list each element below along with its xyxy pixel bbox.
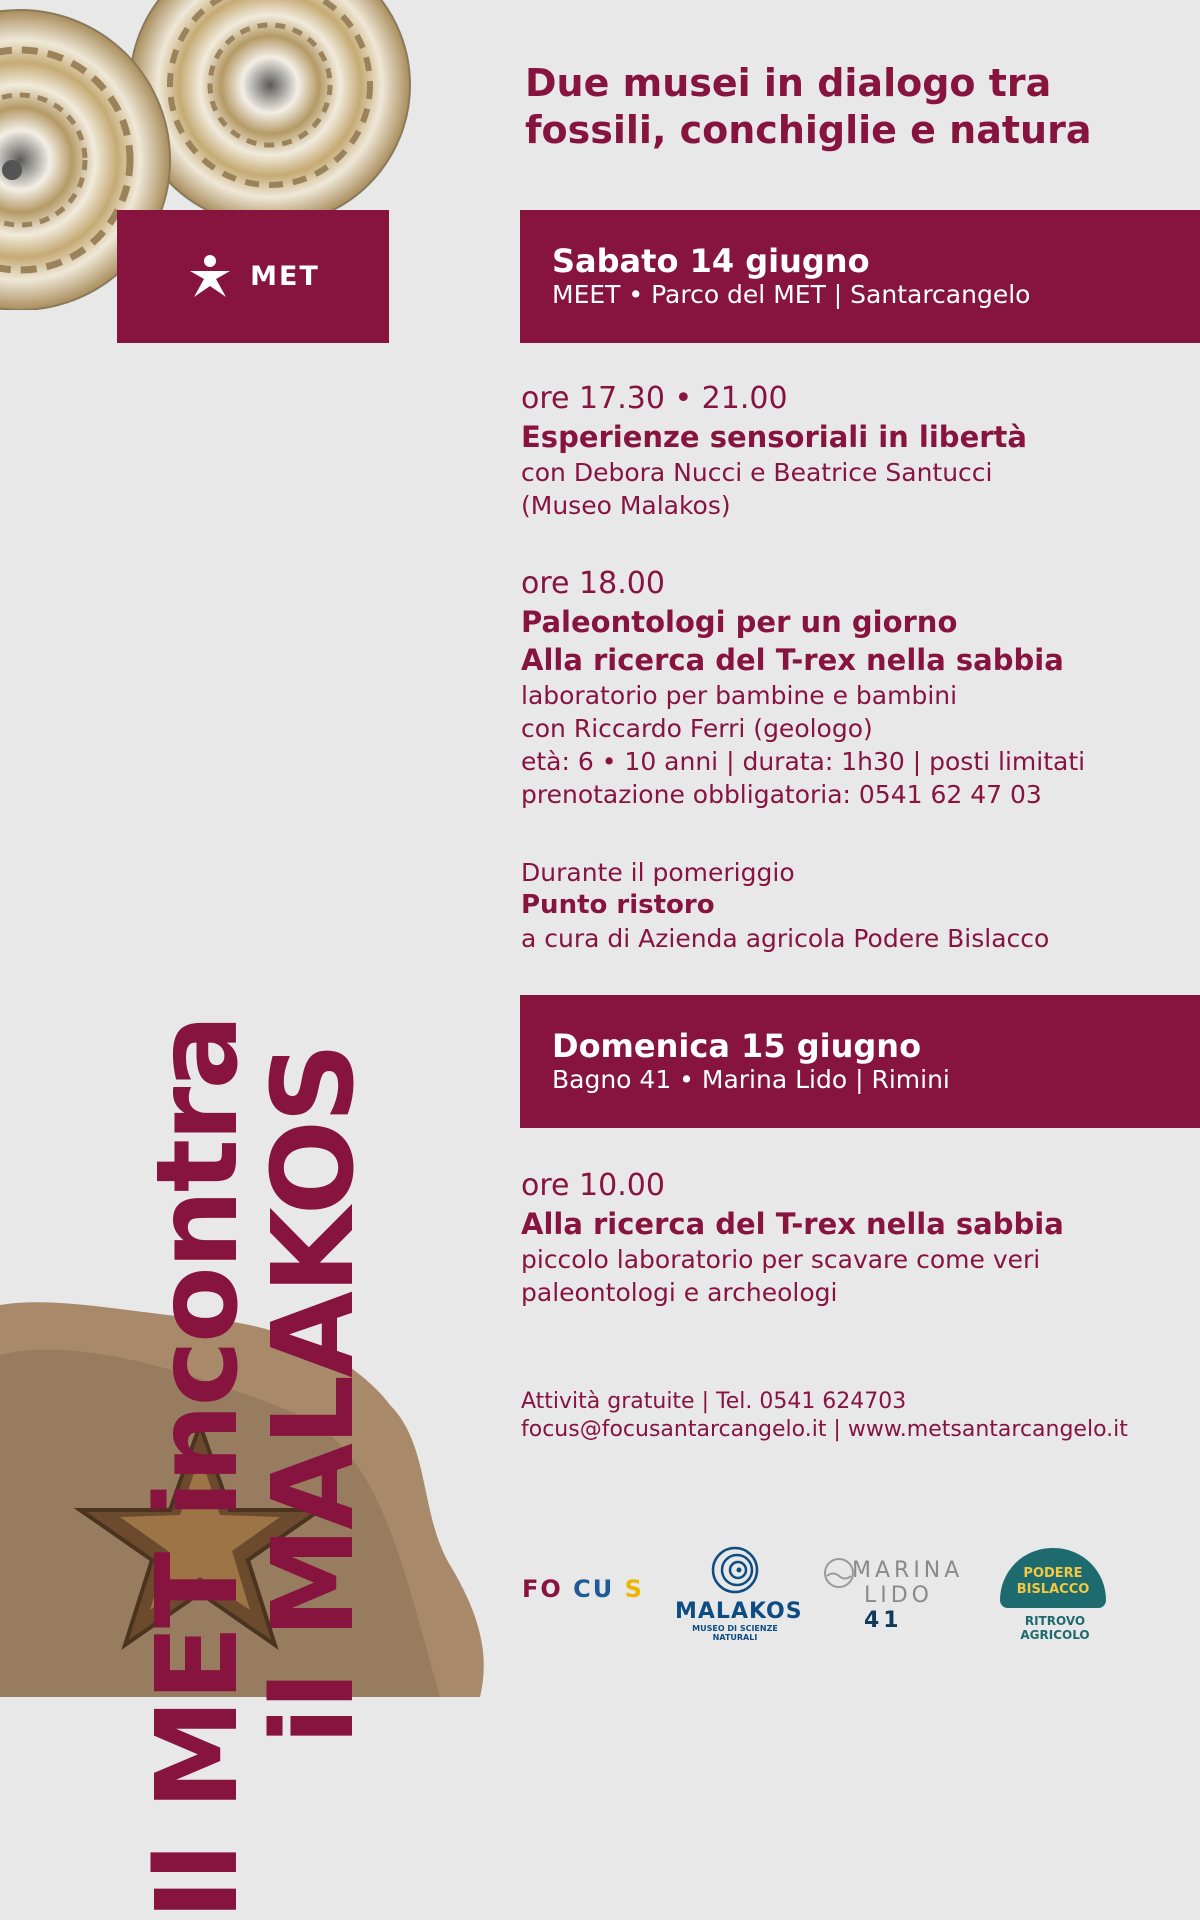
event-trex: [521, 1167, 1181, 1309]
met-logo: [117, 210, 389, 343]
podere-line2: BISLACCO: [1016, 1582, 1090, 1597]
sunday-band: [520, 995, 1200, 1128]
saturday-place: MEET • Parco del MET | Santarcangelo: [552, 280, 1031, 309]
focus-logo-part: FO: [522, 1575, 563, 1603]
event-subtitle: Alla ricerca del T-rex nella sabbia: [521, 643, 1064, 677]
event-time: ore 17.30 • 21.00: [521, 381, 788, 416]
event-detail: laboratorio per bambine e bambini: [521, 681, 958, 710]
headline: [525, 60, 1165, 154]
met-star-icon: [186, 253, 234, 301]
sun-icon: [822, 1556, 856, 1590]
focus-logo-part: CU: [573, 1575, 615, 1603]
event-title: Alla ricerca del T-rex nella sabbia: [521, 1207, 1064, 1241]
contact-phone: Attività gratuite | Tel. 0541 624703: [521, 1389, 907, 1414]
spiral-icon: [709, 1545, 761, 1595]
marina-lido: LIDO: [864, 1583, 934, 1608]
malakos-subtitle: MUSEO DI SCIENZE NATURALI: [692, 1624, 778, 1642]
event-time: Durante il pomeriggio: [521, 858, 795, 887]
focus-logo-part: S: [624, 1575, 644, 1603]
podere-dome: [1000, 1548, 1106, 1608]
event-punto-ristoro: [521, 856, 1181, 955]
event-detail: (Museo Malakos): [521, 491, 731, 520]
podere-bislacco-logo: [1000, 1548, 1110, 1642]
event-detail: con Riccardo Ferri (geologo): [521, 714, 873, 743]
event-paleontologi: [521, 565, 1181, 811]
vertical-title-line2: il MALAKOS: [249, 1045, 379, 1745]
headline-line1: Due musei in dialogo tra: [525, 61, 1052, 105]
event-detail: con Debora Nucci e Beatrice Santucci: [521, 458, 993, 487]
focus-logo: [522, 1575, 644, 1603]
malakos-logo: [675, 1545, 803, 1642]
saturday-band: [520, 210, 1200, 343]
event-time: ore 18.00: [521, 566, 665, 601]
event-title: Punto ristoro: [521, 890, 715, 920]
saturday-date: Sabato 14 giugno: [552, 242, 870, 280]
event-detail: paleontologi e archeologi: [521, 1278, 838, 1307]
contact-links[interactable]: focus@focusantarcangelo.it | www.metsantarcangelo.it: [521, 1417, 1128, 1442]
met-logo-label: MET: [250, 261, 320, 292]
contact-info: [521, 1388, 1128, 1444]
marina-lido-logo: [822, 1558, 962, 1633]
event-detail: prenotazione obbligatoria: 0541 62 47 03: [521, 780, 1042, 809]
event-detail: a cura di Azienda agricola Podere Bislacco: [521, 924, 1050, 953]
malakos-name: MALAKOS: [675, 1599, 803, 1624]
marina-number: 41: [864, 1608, 903, 1633]
podere-line1: PODERE: [1023, 1566, 1083, 1581]
sunday-date: Domenica 15 giugno: [552, 1027, 922, 1065]
event-sensoriali: [521, 380, 1181, 522]
podere-subtitle: RITROVO AGRICOLO: [1020, 1614, 1090, 1642]
event-title: Esperienze sensoriali in libertà: [521, 420, 1027, 454]
vertical-title-line1: Il MET incontra: [133, 1017, 263, 1920]
event-title: Paleontologi per un giorno: [521, 605, 958, 639]
event-detail: età: 6 • 10 anni | durata: 1h30 | posti limitati: [521, 747, 1086, 776]
sunday-place: Bagno 41 • Marina Lido | Rimini: [552, 1065, 950, 1094]
event-detail: piccolo laboratorio per scavare come veri: [521, 1245, 1041, 1274]
event-time: ore 10.00: [521, 1168, 665, 1203]
marina-line1: MARINA: [852, 1558, 964, 1583]
headline-line2: fossili, conchiglie e natura: [525, 108, 1092, 152]
